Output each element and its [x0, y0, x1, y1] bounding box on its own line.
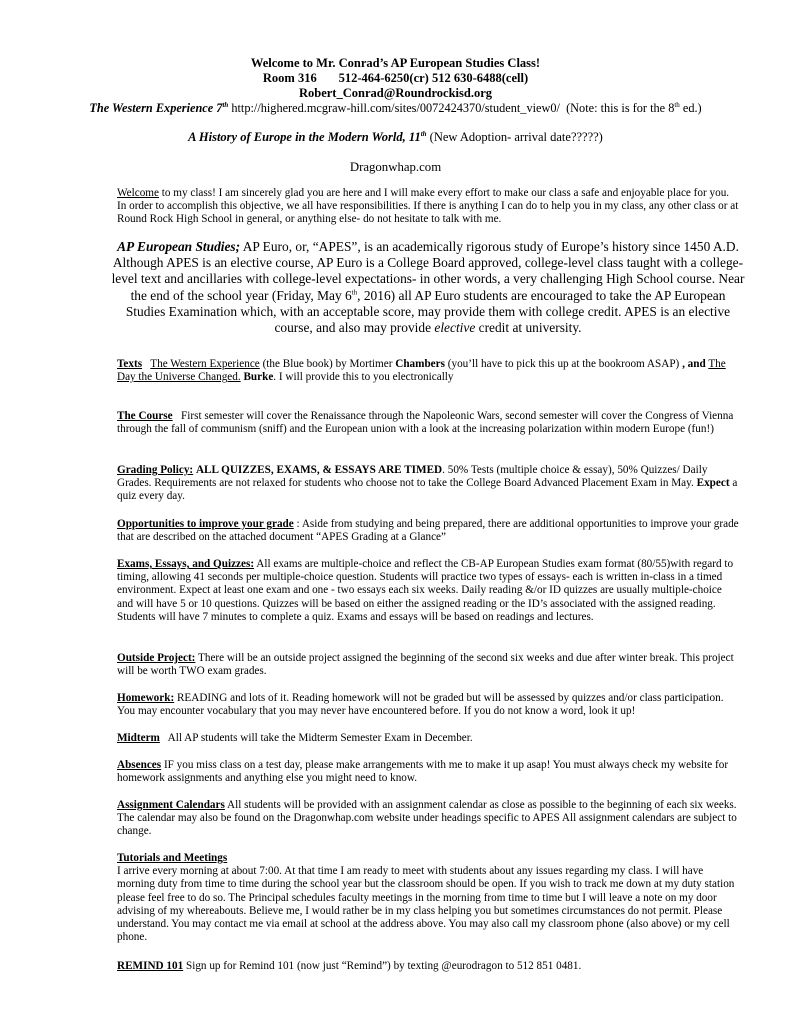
apes-text-1: AP Euro, or, “APES”, is an academically rigorous study of Europe’s history since 1450 A.D. Although APES is an elective course, AP Euro is a College Board approved, college-level class taught with a college-level text and ancillaries with college-level expectations- in other words, a very challenging High School course. Near the end of the school year (Friday, May 6 [111, 239, 745, 303]
texts-author-1: Chambers [395, 358, 445, 370]
textbook-2-title: A History of Europe in the Modern World, 11 [188, 130, 421, 144]
grading-label: Grading Policy: [117, 464, 194, 476]
apes-text-3: credit at university. [478, 320, 582, 336]
apes-elective: elective [434, 320, 476, 336]
opportunities-label: Opportunities to improve your grade [117, 518, 294, 530]
textbook-1-url[interactable]: http://highered.mcgraw-hill.com/sites/0072424370/student_view0/ [231, 101, 560, 115]
welcome-text: to my class! I am sincerely glad you are here and I will make every effort to make our class a safe and enjoyable place for you. In order to accomplish this objective, we all have responsibilities. If there is anything I can do to help you in my class, any other class or at Round Rock High School in general, or anything else- do not hesitate to talk with me. [117, 187, 739, 226]
exams-section [117, 558, 739, 624]
course-label: The Course [117, 410, 173, 422]
apes-text-2: , 2016) all AP Euro students are encouraged to take the AP European Studies Examination which, with an acceptable score, may provide them with college credit. APES is an elective course, and also may provide [125, 287, 731, 336]
room-number: Room 316 [262, 71, 317, 85]
outside-project-text: There will be an outside project assigned the beginning of the second six weeks and due after winter break. This project will be worth TWO exam grades. [117, 652, 734, 678]
textbook-1-edition-sup: th [222, 100, 229, 109]
textbook-1-note-sup: th [674, 100, 680, 109]
grading-text-2: a quiz every day. [117, 477, 738, 503]
apes-label: AP European Studies; [117, 239, 241, 254]
texts-book-1: The Western Experience [150, 358, 260, 370]
remind-text: Sign up for Remind 101 (now just “Remind”) by texting @eurodragon to 512 851 0481. [186, 960, 582, 972]
midterm-text: All AP students will take the Midterm Semester Exam in December. [167, 732, 473, 744]
calendars-section [117, 799, 739, 839]
textbook-1-title: The Western Experience 7 [89, 101, 223, 115]
texts-part-3: . I will provide this to you electronically [273, 371, 454, 384]
remind-section [117, 960, 739, 973]
absences-section [117, 759, 739, 785]
grading-expect: Expect [696, 477, 730, 490]
midterm-label: Midterm [117, 732, 160, 744]
textbook-2-note: (New Adoption- arrival date?????) [429, 130, 603, 144]
homework-text: READING and lots of it. Reading homework will not be graded but will be assessed by quizzes and/or class participation. You may encounter vocabulary that you may never have encountered before. If you do not know a word, look it up! [117, 692, 724, 718]
opportunities-text: : Aside from studying and being prepared, there are additional opportunities to improve your grade that are described on the attached document “APES Grading at a Glance” [117, 518, 739, 544]
texts-label: Texts [117, 358, 143, 370]
texts-comma-and: , and [682, 358, 706, 370]
grading-text-1: . 50% Tests (multiple choice & essay), 50% Quizzes/ Daily Grades. Requirements are not relaxed for students who choose not to take the College Board Advanced Placement Exam in May. [117, 464, 708, 490]
exams-text: All exams are multiple-choice and reflect the CB-AP European Studies exam format (80/55)with regard to timing, allowing 41 seconds per multiple-choice question. Students will practice two types of essays- each is written in-class in a timed environment. Expect at least one exam and one - two essays each six weeks. Daily reading &/or ID quizzes are usually multiple-choice and will have 5 or 10 questions. Quizzes will be based on either the assigned reading or the ID’s associated with the assigned reading. Students will have 7 minutes to complete a quiz. Exams and essays will be based on readings and lectures. [117, 558, 734, 623]
grading-timed: ALL QUIZZES, EXAMS, & ESSAYS ARE TIMED [195, 464, 443, 476]
tutorials-text: I arrive every morning at about 7:00. At that time I am ready to meet with students about any issues regarding my class. I will have morning duty from time to time during the school year but the classroom should be open. If you wish to track me down at my duty station please feel free to do so. The Principal schedules faculty meetings in the morning from time to time but I will leave a note on my door advising of my whereabouts. Believe me, I would rather be in my class helping you but sometimes circumstances do not permit. Please understand. You may contact me via email at school at the address above. You may also call my classroom phone (also above) or my cell phone. [117, 865, 735, 944]
remind-label: REMIND 101 [117, 960, 184, 972]
exams-label: Exams, Essays, and Quizzes: [117, 558, 255, 570]
outside-project-section [117, 652, 739, 678]
email-line [0, 86, 791, 101]
calendars-text: All students will be provided with an assignment calendar as close as possible to the beginning of each six weeks. The calendar may also be found on the Dragonwhap.com website under headings specific to APES All assignment calendars are subject to change. [117, 799, 737, 838]
calendars-label: Assignment Calendars [117, 799, 225, 811]
textbook-2-edition-sup: th [420, 129, 427, 138]
apes-paragraph [110, 239, 746, 336]
textbook-1-note: (Note: this is for the 8 [566, 101, 675, 115]
textbook-1-line [0, 101, 791, 116]
outside-project-label: Outside Project: [117, 652, 196, 664]
course-section [117, 410, 739, 436]
tutorials-label: Tutorials and Meetings [117, 852, 228, 864]
contact-line [0, 71, 791, 86]
teacher-email: Robert_Conrad@Roundrockisd.org [298, 86, 492, 100]
welcome-paragraph [117, 187, 739, 227]
midterm-section [117, 732, 739, 745]
tutorials-section [117, 852, 739, 944]
absences-text: IF you miss class on a test day, please make arrangements with me to make it up asap! You must always check my website for homework assignments and anything else you might need to know. [117, 759, 729, 785]
texts-section [117, 358, 739, 384]
class-website[interactable]: Dragonwhap.com [349, 160, 442, 174]
welcome-label: Welcome [117, 187, 159, 199]
absences-label: Absences [117, 759, 162, 771]
page-title [0, 56, 791, 71]
grading-section [117, 464, 739, 504]
course-text: First semester will cover the Renaissance through the Napoleonic Wars, second semester will cover the Congress of Vienna through the fall of communism (sniff) and the European union with a look at the increasing polarization within modern Europe (fun!) [117, 410, 734, 436]
opportunities-section [117, 518, 739, 544]
website-line [0, 160, 791, 175]
textbook-2-line [0, 130, 791, 145]
texts-part-2: (you’ll have to pick this up at the bookroom ASAP) [447, 358, 680, 370]
apes-date-sup: th [351, 288, 358, 297]
texts-book-2: The Day the Universe Changed. [117, 358, 726, 384]
homework-section [117, 692, 739, 718]
homework-label: Homework: [117, 692, 175, 704]
texts-part-1: (the Blue book) by Mortimer [262, 358, 393, 370]
phone-numbers: 512-464-6250(cr) 512 630-6488(cell) [338, 71, 529, 85]
title-text: Welcome to Mr. Conrad’s AP European Studies Class! [250, 56, 541, 70]
texts-author-2: Burke [243, 371, 274, 384]
textbook-1-note-end: ed.) [682, 101, 702, 115]
